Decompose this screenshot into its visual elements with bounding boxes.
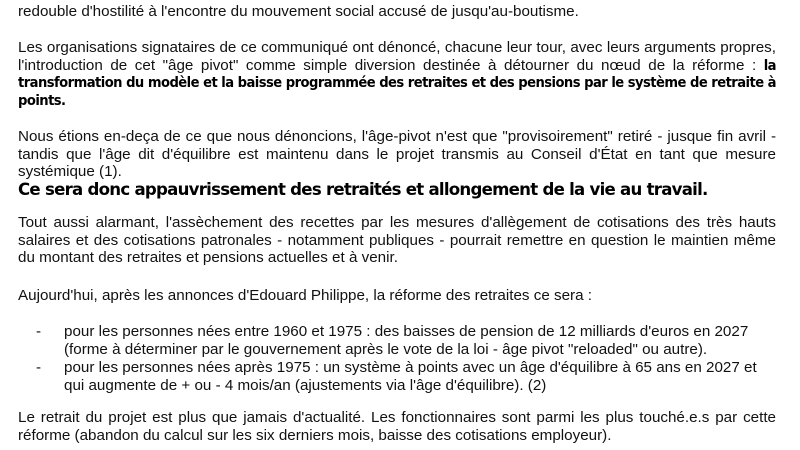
paragraph-signataires <box>18 39 776 109</box>
list-item <box>36 323 776 358</box>
list-item-text: pour les personnes nées après 1975 : un système à points avec un âge d'équilibre à 65 ans en 2027 et qui augmente de + ou - 4 mois/an (ajustements via l'âge d'équilibre). (2) <box>64 359 757 394</box>
headline-appauvrissement: Ce sera donc appauvrissement des retraités et allongement de la vie au travail. <box>18 180 708 199</box>
paragraph-annonces: Aujourd'hui, après les annonces d'Edouard Philippe, la réforme des retraites ce sera : <box>18 287 592 304</box>
list-item <box>36 359 776 394</box>
paragraph-alarmant: Tout aussi alarmant, l'assèchement des recettes par les mesures d'allègement de cotisations des très hauts salaires et des cotisations patronales - notamment publiques - pourrait remettre en question le maintien même du montant des retraites et pensions actuelles et à venir. <box>18 214 776 267</box>
list-dash: - <box>36 323 42 340</box>
paragraph-age-pivot: Nous étions en-deça de ce que nous dénoncions, l'âge-pivot n'est que "provisoirement" retiré - jusque fin avril - tandis que l'âge dit d'équilibre est maintenu dans le projet transmis au Conseil d'État en tant que mesure systémique (1). <box>18 128 776 181</box>
paragraph-signataires-text: Les organisations signataires de ce communiqué ont dénoncé, chacune leur tour, avec leurs arguments propres, l'introduction de cet "âge pivot" comme simple diversion destinée à détourner du nœud de la réforme : <box>18 39 776 74</box>
list-dash: - <box>36 359 42 376</box>
reform-emphasis: la transformation du modèle et la baisse programmée des retraites et des pensions par le système de retraite à points. <box>18 56 776 109</box>
paragraph-retrait: Le retrait du projet est plus que jamais d'actualité. Les fonctionnaires sont parmi les plus touché.e.s par cette réforme (abandon du calcul sur les six derniers mois, baisse des cotisations employeur). <box>18 409 776 444</box>
paragraph-top-line: redouble d'hostilité à l'encontre du mouvement social accusé de jusqu'au-boutisme. <box>18 3 579 20</box>
list-item-text: pour les personnes nées entre 1960 et 1975 : des baisses de pension de 12 milliards d'euros en 2027 (forme à déterminer par le gouvernement après le vote de la loi - âge pivot "reloaded" ou autre). <box>64 323 749 358</box>
